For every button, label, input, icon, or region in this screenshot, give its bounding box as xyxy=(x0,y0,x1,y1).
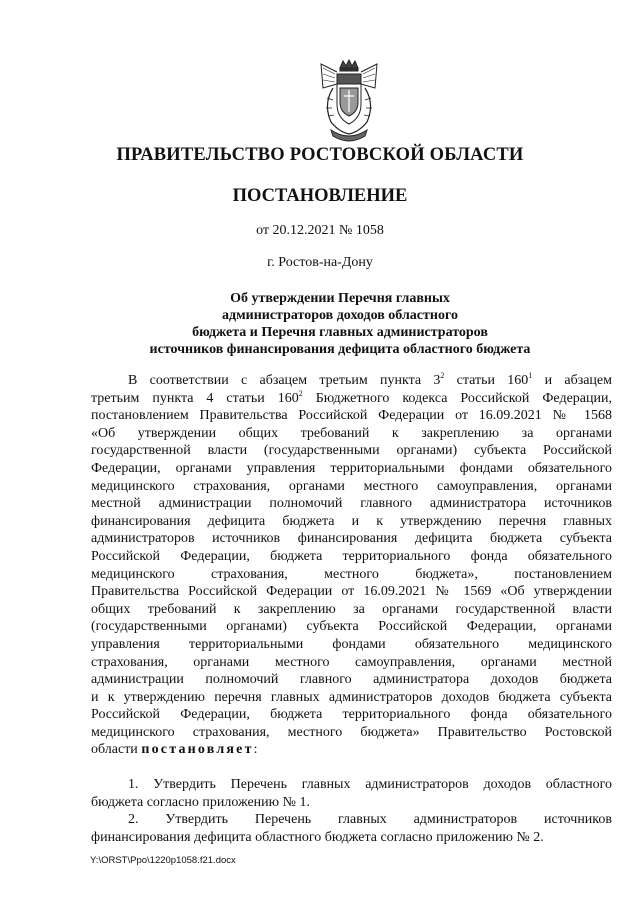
file-path-footer: Y:\ORST\Ppo\1220p1058.f21.docx xyxy=(90,855,236,866)
preamble-line: местной администрации полномочий главного администратора источников xyxy=(91,496,612,512)
preamble-line: страхования, органами местного самоуправления, органами местной xyxy=(91,654,612,670)
preamble-line: общих требований к закреплению за органами государственной власти xyxy=(91,601,612,617)
preamble-line: третьим пункта 4 статьи $160^2$ Бюджетного кодекса Российской Федерации, xyxy=(91,388,612,406)
item-2 xyxy=(91,811,612,846)
item-line: бюджета согласно приложению № 1. xyxy=(91,794,310,810)
resolves-word: постановляет xyxy=(141,742,254,758)
document-title xyxy=(60,290,620,358)
preamble-line: Российской Федерации, бюджета территориального фонда обязательного xyxy=(91,548,612,564)
preamble-line: Федерации, органами управления территориальными фондами обязательного xyxy=(91,460,612,476)
preamble-line: медицинского страхования, органами местного самоуправления, органами xyxy=(91,478,612,494)
preamble-line: постановлением Правительства Российской Федерации от 16.09.2021 № 1568 xyxy=(91,408,612,424)
title-line: Об утверждении Перечня главных xyxy=(230,291,450,306)
item-1 xyxy=(91,776,612,811)
item-line: финансирования дефицита областного бюджета согласно приложению № 2. xyxy=(91,829,544,845)
preamble-line: администрации полномочий главного администратора доходов бюджета xyxy=(91,672,612,688)
preamble-line: Правительства Российской Федерации от 16.09.2021 № 1569 «Об утверждении xyxy=(91,584,612,600)
document-body xyxy=(91,372,612,846)
preamble-line: (государственными органами) субъекта Российской Федерации, органами xyxy=(91,619,612,635)
item-line: 2. Утвердить Перечень главных администраторов источников xyxy=(128,812,612,828)
preamble-line: государственной власти (государственными органами) субъекта Российской xyxy=(91,443,612,459)
preamble-line: медицинского страхования, местного бюджета», постановлением xyxy=(91,566,612,582)
document-type: ПОСТАНОВЛЕНИЕ xyxy=(232,186,408,206)
item-line: 1. Утвердить Перечень главных администраторов доходов областного xyxy=(128,777,612,793)
document-city: г. Ростов-на-Дону xyxy=(267,255,373,270)
preamble-paragraph xyxy=(91,372,612,759)
government-name: ПРАВИТЕЛЬСТВО РОСТОВСКОЙ ОБЛАСТИ xyxy=(116,145,524,165)
preamble-line: Российской Федерации, бюджета территориального фонда обязательного xyxy=(91,707,612,723)
preamble-line: финансирования дефицита бюджета и к утверждению перечня главных xyxy=(91,513,612,529)
preamble-line: «Об утверждении общих требований к закреплению за органами xyxy=(91,425,612,441)
title-line: администраторов доходов областного xyxy=(222,308,458,323)
preamble-line: управления территориальными фондами обязательного медицинского xyxy=(91,636,612,652)
document-date-number: от 20.12.2021 № 1058 xyxy=(256,223,384,238)
preamble-line: области постановляет: xyxy=(91,742,258,758)
title-line: источников финансирования дефицита областного бюджета xyxy=(149,342,531,357)
preamble-line: В соответствии с абзацем третьим пункта $3^2$ статьи $160^1$ и абзацем xyxy=(128,371,612,388)
preamble-line: администраторов источников финансирования дефицита бюджета субъекта xyxy=(91,531,612,547)
title-line: бюджета и Перечня главных администраторов xyxy=(192,325,488,340)
coat-of-arms-icon xyxy=(313,58,385,142)
preamble-line: и к утверждению перечня главных администраторов доходов бюджета субъекта xyxy=(91,689,612,705)
preamble-line: медицинского страхования, местного бюджета» Правительство Ростовской xyxy=(91,724,612,740)
